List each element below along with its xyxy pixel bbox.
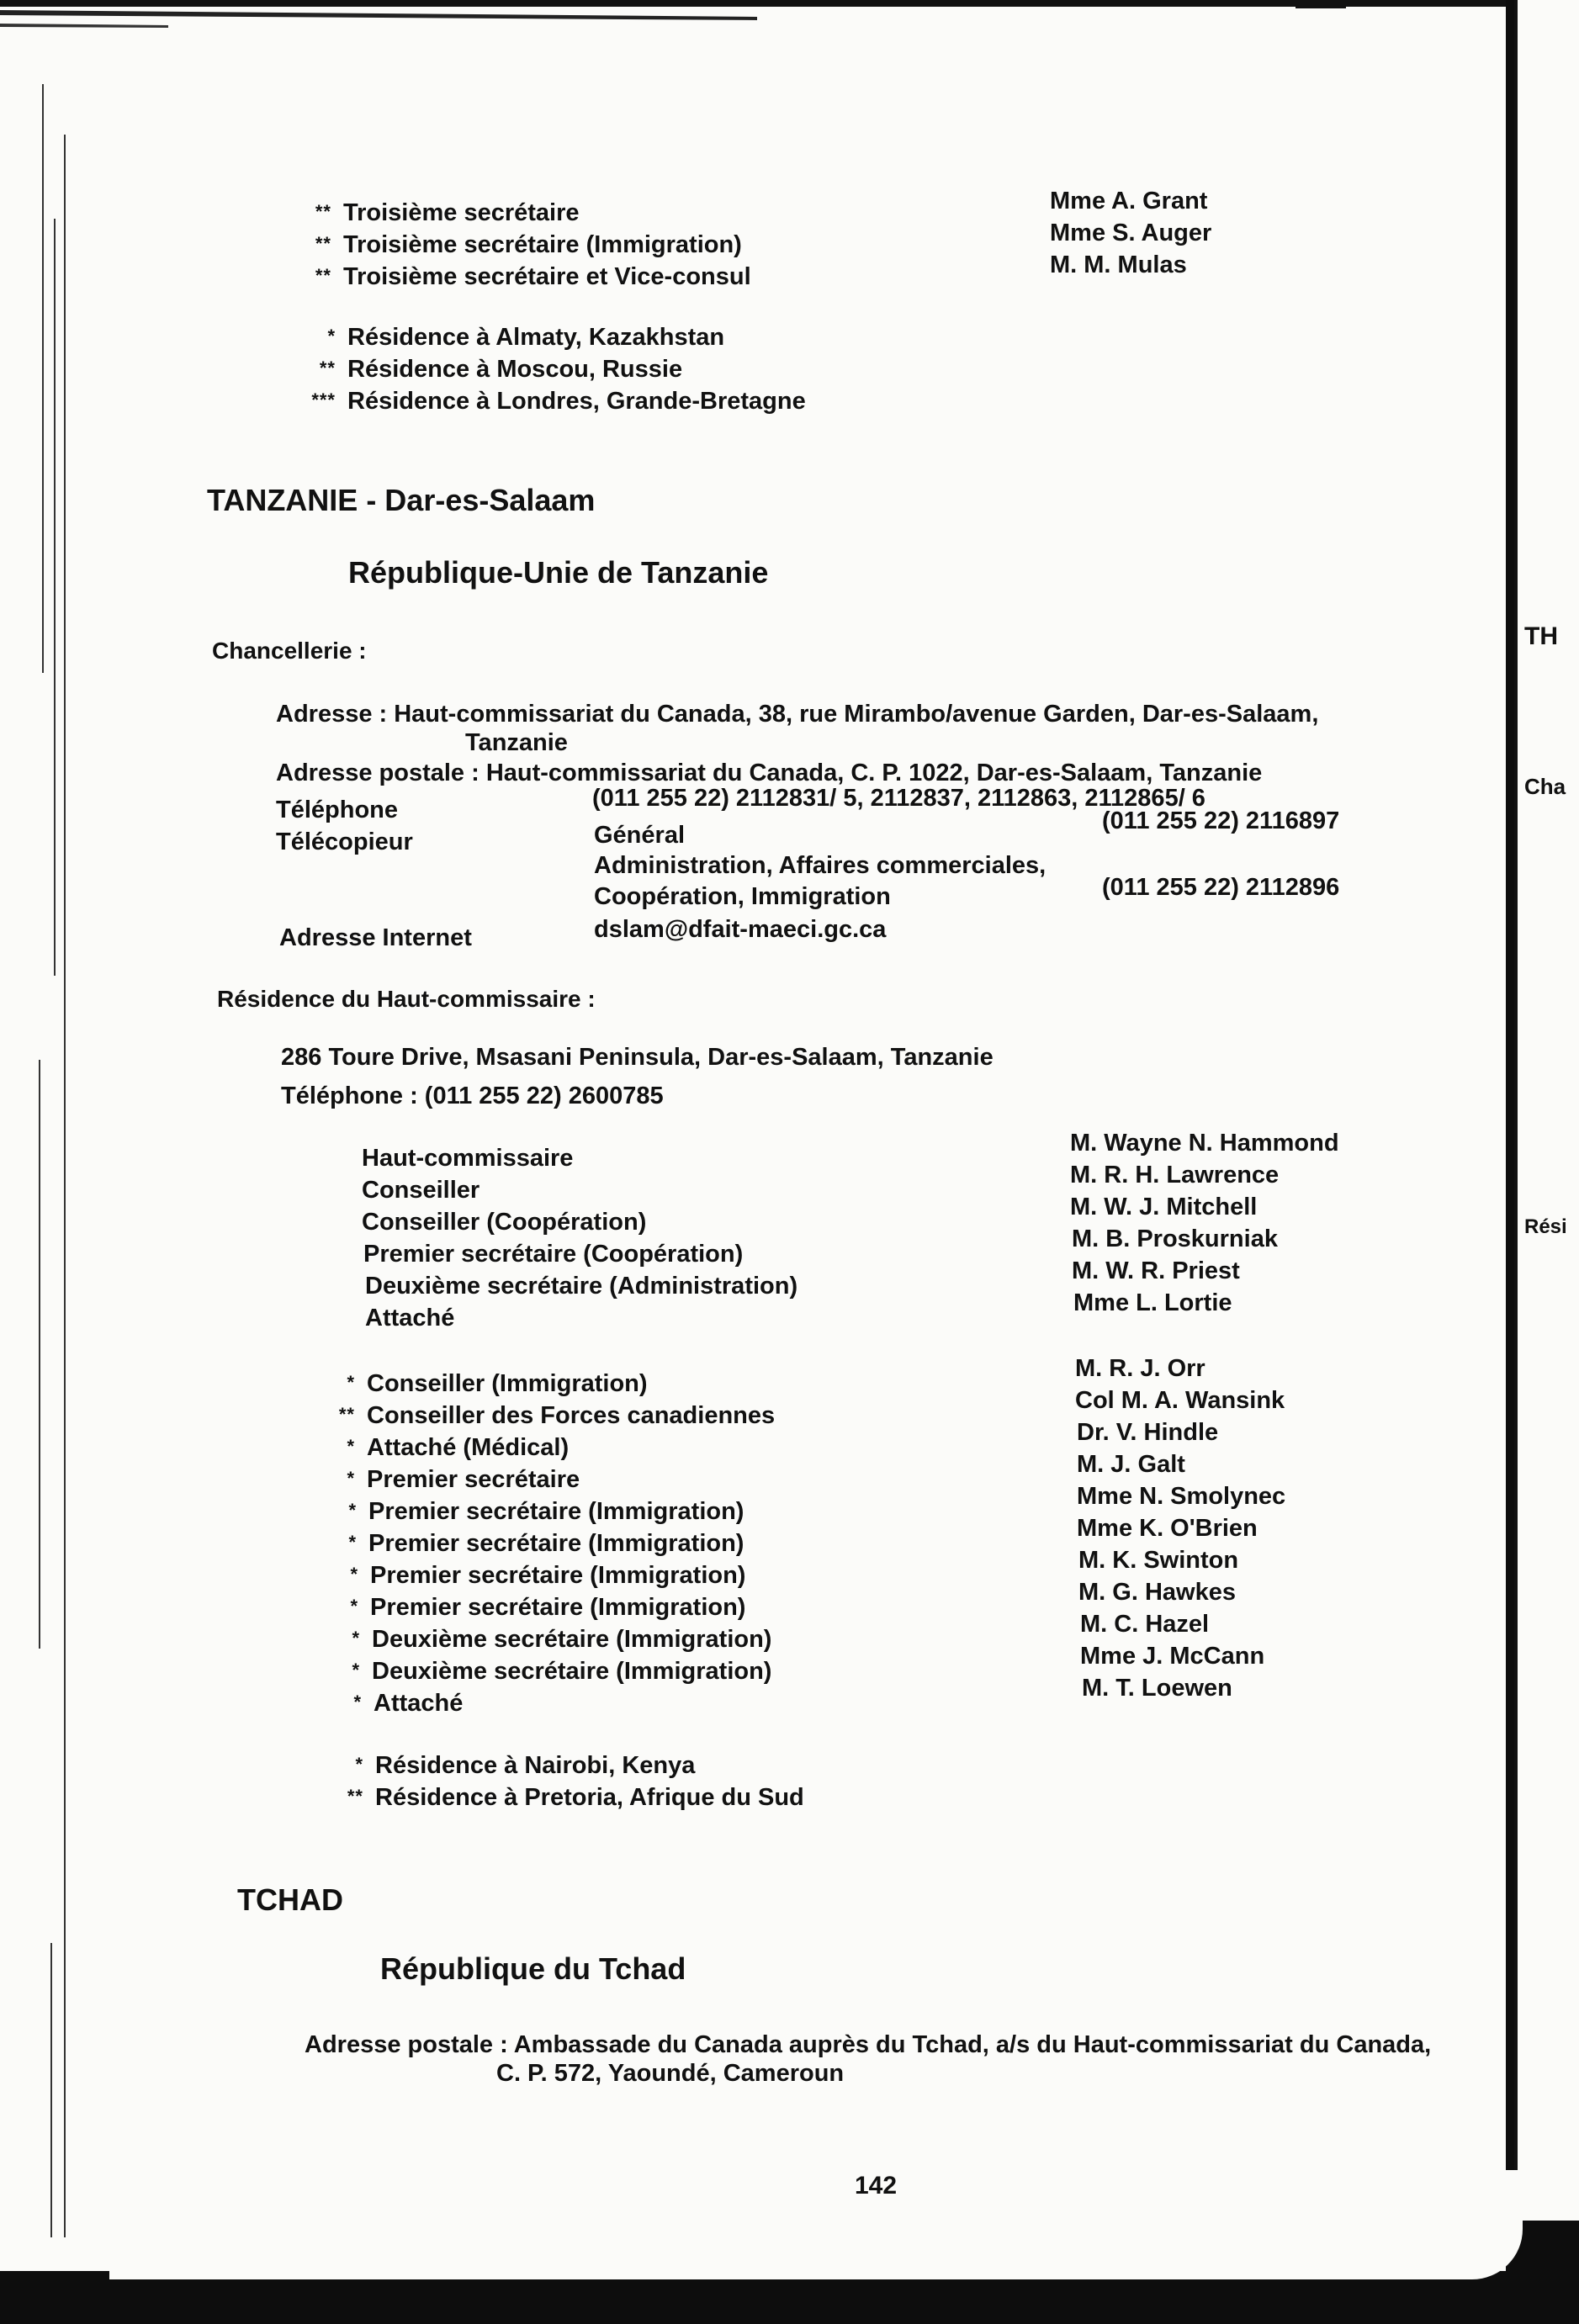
residence-text: Résidence à Pretoria, Afrique du Sud [375,1784,804,1811]
facing-page-fragment: Rési [1524,1215,1567,1238]
residence-line [282,321,724,355]
star-marker: * [352,1660,360,1681]
staff-name: M. W. J. Mitchell [1070,1194,1258,1220]
staff-title: Haut-commissaire [362,1145,574,1172]
staff-title: Attaché [374,1690,464,1717]
residence-line [310,1781,804,1815]
star-marker: * [352,1628,360,1649]
star-marker: * [348,1500,357,1521]
staff-name: Dr. V. Hindle [1077,1419,1219,1446]
page-bottom-curl [109,2170,1523,2279]
staff-name: M. Wayne N. Hammond [1070,1130,1339,1157]
star-marker: * [353,1691,362,1713]
staff-name: M. T. Loewen [1082,1675,1232,1702]
staff-title: Deuxième secrétaire (Administration) [365,1273,798,1300]
star-marker: ** [315,201,331,222]
residence-text: Résidence à Nairobi, Kenya [375,1752,696,1779]
staff-title-line [301,1432,569,1465]
address-line: Adresse : Haut-commissariat du Canada, 38, rue Mirambo/avenue Garden, Dar-es-Salaam, [276,701,1319,728]
country-heading: TCHAD [237,1882,343,1917]
staff-name: M. J. Galt [1077,1451,1185,1478]
star-marker: * [348,1532,357,1553]
address-line: Tanzanie [465,729,568,756]
telephone-label: Téléphone [276,797,399,823]
postal-address: Adresse postale : Ambassade du Canada auprès du Tchad, a/s du Haut-commissariat du Canada, [305,2031,1432,2058]
roster-title: Troisième secrétaire et Vice-consul [343,263,751,290]
fax-admin-label: Administration, Affaires commerciales, [594,852,1046,879]
staff-title: Premier secrétaire (Coopération) [363,1241,744,1268]
country-subheading: République-Unie de Tanzanie [348,555,769,590]
staff-name: M. W. R. Priest [1072,1257,1240,1284]
staff-name: M. R. H. Lawrence [1070,1162,1280,1188]
staff-title: Deuxième secrétaire (Immigration) [372,1658,772,1685]
staff-name: Mme K. O'Brien [1077,1515,1258,1542]
star-marker: * [327,326,336,347]
telephone-value: (011 255 22) 2112831/ 5, 2112837, 2112863, 2112865/ 6 [592,785,1205,812]
roster-title: Troisième secrétaire [343,199,580,226]
staff-title: Premier secrétaire (Immigration) [368,1530,744,1557]
staff-name: M. R. J. Orr [1075,1355,1205,1382]
roster-title-line [278,197,580,230]
star-marker: ** [319,357,336,379]
page-number: 142 [855,2172,898,2200]
staff-title: Premier secrétaire [367,1466,580,1493]
residence-text: Résidence à Londres, Grande-Bretagne [347,388,806,415]
internet-value[interactable]: dslam@dfait-maeci.gc.ca [594,916,887,943]
staff-title: Conseiller des Forces canadiennes [367,1402,776,1429]
staff-title: Premier secrétaire (Immigration) [368,1498,744,1525]
residence-text: Résidence à Almaty, Kazakhstan [347,324,725,351]
roster-name: M. M. Mulas [1050,251,1187,278]
facing-page-fragment: Cha [1524,774,1566,799]
staff-title: Conseiller (Coopération) [362,1209,647,1236]
scan-left-margin [34,50,84,2271]
fax-general-number: (011 255 22) 2116897 [1102,807,1340,834]
roster-title-line [278,229,742,262]
country-subheading: République du Tchad [380,1951,686,1986]
fax-admin-number: (011 255 22) 2112896 [1102,874,1340,901]
internet-label: Adresse Internet [279,924,472,951]
staff-title: Attaché (Médical) [367,1434,570,1461]
staff-title: Premier secrétaire (Immigration) [370,1594,746,1621]
residence-line [282,385,806,419]
residence-label: Résidence du Haut-commissaire : [217,986,596,1012]
residence-line [310,1750,695,1783]
star-marker: * [347,1436,355,1457]
staff-title: Deuxième secrétaire (Immigration) [372,1626,772,1653]
fax-label: Télécopieur [276,828,413,855]
postal-address: Adresse postale : Haut-commissariat du Canada, C. P. 1022, Dar-es-Salaam, Tanzanie [276,760,1263,786]
fax-admin-label: Coopération, Immigration [594,883,891,910]
residence-line [282,353,682,387]
staff-name: Mme L. Lortie [1073,1289,1232,1316]
staff-title-line [308,1687,463,1721]
roster-title: Troisième secrétaire (Immigration) [343,231,742,258]
star-marker: * [350,1564,358,1585]
residence-phone: Téléphone : (011 255 22) 2600785 [281,1083,664,1109]
scan-top-edge [0,0,1579,34]
star-marker: ** [315,233,331,254]
staff-title: Conseiller [362,1177,480,1204]
residence-text: Résidence à Moscou, Russie [347,356,683,383]
staff-name: M. K. Swinton [1078,1547,1239,1574]
staff-name: Col M. A. Wansink [1075,1387,1285,1414]
star-marker: * [347,1468,355,1489]
staff-name: M. C. Hazel [1080,1611,1210,1638]
staff-title-line [306,1623,771,1657]
roster-name: Mme A. Grant [1050,188,1208,214]
staff-title-line [301,1400,775,1433]
staff-title: Conseiller (Immigration) [367,1370,648,1397]
staff-name: Mme N. Smolynec [1077,1483,1286,1510]
staff-title-line [305,1559,745,1593]
staff-title: Premier secrétaire (Immigration) [370,1562,746,1589]
postal-address: C. P. 572, Yaoundé, Cameroun [496,2060,845,2087]
staff-name: M. B. Proskurniak [1072,1226,1278,1252]
staff-title: Attaché [365,1305,455,1331]
staff-title-line [303,1496,744,1529]
chancellerie-label: Chancellerie : [212,638,367,664]
star-marker: ** [347,1786,363,1807]
star-marker: *** [311,389,336,410]
facing-page-strip [1514,0,1579,2221]
star-marker: * [347,1372,355,1393]
staff-title-line [303,1527,744,1561]
facing-page-fragment: TH [1524,622,1558,650]
scan-top-edge-lines [0,0,1579,34]
staff-title-line [301,1368,648,1401]
staff-title-line [305,1591,745,1625]
staff-title-line [306,1655,771,1689]
residence-address: 286 Toure Drive, Msasani Peninsula, Dar-es-Salaam, Tanzanie [281,1044,993,1071]
star-marker: ** [338,1404,355,1425]
staff-name: M. G. Hawkes [1078,1579,1236,1606]
star-marker: ** [315,265,331,286]
staff-title-line [301,1464,580,1497]
roster-name: Mme S. Auger [1050,220,1212,246]
star-marker: * [350,1596,358,1617]
star-marker: * [355,1754,363,1775]
country-heading: TANZANIE - Dar-es-Salaam [207,483,596,517]
staff-name: Mme J. McCann [1080,1643,1265,1670]
fax-general-label: Général [594,822,685,849]
roster-title-line [278,261,751,294]
